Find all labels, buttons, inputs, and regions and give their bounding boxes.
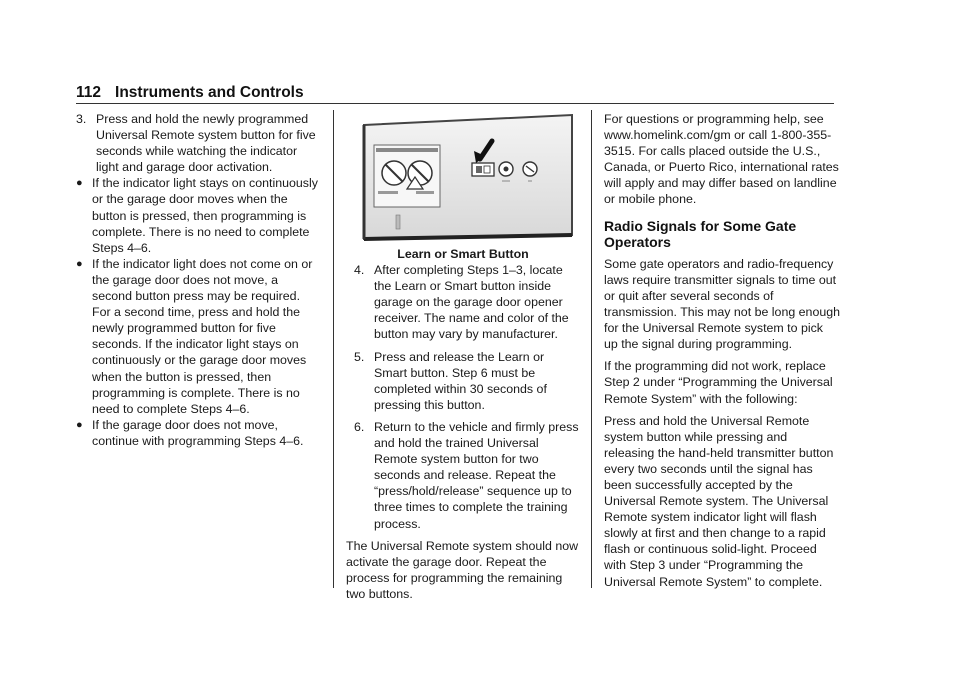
column-2 bbox=[346, 111, 580, 602]
step-3 bbox=[76, 111, 320, 175]
body-paragraph: Some gate operators and radio-frequency laws require transmitter signals to time out or quit after several seconds of transmission. This may not be long enough for the Universal Remote system to pick up the signal during programming. bbox=[604, 256, 841, 352]
bullet-icon: ● bbox=[76, 177, 83, 190]
bullet-item bbox=[76, 256, 320, 417]
column-3 bbox=[604, 111, 840, 590]
bullet-icon: ● bbox=[76, 418, 83, 431]
help-paragraph: For questions or programming help, see www.homelink.com/gm or call 1-800-355-3515. For calls placed outside the U.S., Canada, or Puerto Rico, international rates will apply and may differ based on landline or mobile phone. bbox=[604, 112, 839, 207]
bullet-text: If the indicator light does not come on or the garage door does not move, a second button press may be required. For a second time, press and hold the newly programmed button for five seconds. If the indicator light stays on continuously or the garage door moves when the button is pressed, then programming is complete. There is no need to complete Steps 4–6. bbox=[92, 256, 313, 416]
step-text: After completing Steps 1–3, locate the Learn or Smart button inside garage on the garage door opener receiver. The name and color of the button may vary by manufacturer. bbox=[374, 263, 569, 342]
column-divider-2 bbox=[591, 110, 592, 588]
step-number: 6. bbox=[354, 419, 365, 434]
step-text: Press and release the Learn or Smart button. Step 6 must be completed within 30 seconds of pressing this button. bbox=[374, 349, 547, 412]
body-paragraph: If the programming did not work, replace Step 2 under “Programming the Universal Remote System” with the following: bbox=[604, 359, 833, 406]
step-text: Press and hold the newly programmed Universal Remote system button for five seconds while watching the indicator light and garage door activation. bbox=[96, 112, 316, 175]
column-1 bbox=[76, 111, 320, 449]
bullet-text: If the indicator light stays on continuously or the garage door moves when the button is pressed, then programming is complete. There is no need to complete Steps 4–6. bbox=[92, 176, 318, 255]
closing-paragraph: The Universal Remote system should now activate the garage door. Repeat the process for programming the remaining two buttons. bbox=[346, 538, 579, 601]
step-4 bbox=[354, 262, 580, 342]
page-number: 112 bbox=[76, 84, 102, 101]
page-header bbox=[76, 84, 304, 102]
bullet-icon: ● bbox=[76, 257, 83, 270]
figure-caption: Learn or Smart Button bbox=[397, 247, 529, 261]
learn-button-illustration bbox=[358, 111, 578, 246]
body-paragraph: Press and hold the Universal Remote system button while pressing and releasing the hand-held transmitter button every two seconds until the signal has been successfully accepted by the Universal Remote system. The Universal Remote system indicator light will flash slowly at first and then change to a rapid flash or continuous solid-light. Proceed with Step 3 under “Programming the Universal Remote System” to complete. bbox=[604, 413, 834, 589]
step-6 bbox=[354, 419, 580, 532]
bullet-item bbox=[76, 175, 320, 255]
section-heading: Radio Signals for Some Gate Operators bbox=[604, 217, 797, 250]
step-number: 4. bbox=[354, 263, 365, 278]
bullet-item bbox=[76, 417, 320, 449]
step-text: Return to the vehicle and firmly press and hold the trained Universal Remote system button for two seconds and release. Repeat the “press/hold/release” sequence up to three times to complete the training process. bbox=[374, 419, 579, 531]
step-number: 3. bbox=[76, 112, 87, 126]
step-5 bbox=[354, 349, 580, 413]
column-divider-1 bbox=[333, 110, 334, 588]
header-rule bbox=[76, 103, 834, 104]
bullet-text: If the garage door does not move, continue with programming Steps 4–6. bbox=[92, 417, 304, 448]
step-number: 5. bbox=[354, 349, 365, 364]
section-title: Instruments and Controls bbox=[115, 84, 304, 101]
